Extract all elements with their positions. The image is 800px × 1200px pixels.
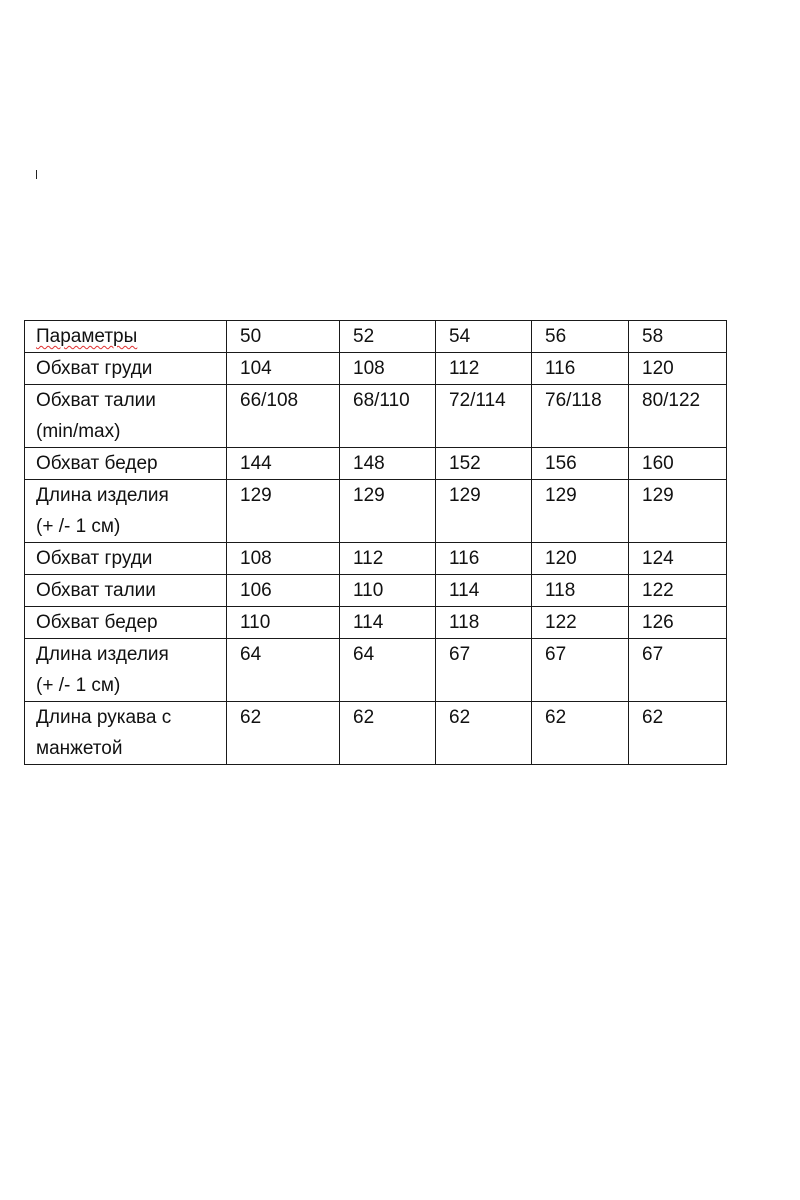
table-cell: 156 xyxy=(532,448,629,480)
header-label: Параметры xyxy=(36,326,138,347)
header-row xyxy=(25,321,727,353)
table-cell: 144 xyxy=(227,448,340,480)
header-cell-size: 50 xyxy=(227,321,340,353)
row-label: Обхват груди xyxy=(25,353,227,385)
table-cell: 160 xyxy=(629,448,727,480)
table-cell: 129 xyxy=(532,480,629,543)
table-cell: 118 xyxy=(532,575,629,607)
table-cell: 114 xyxy=(436,575,532,607)
table-cell: 62 xyxy=(532,702,629,765)
table-cell: 76/118 xyxy=(532,385,629,448)
table-row xyxy=(25,575,727,607)
header-cell-size: 56 xyxy=(532,321,629,353)
table-cell: 66/108 xyxy=(227,385,340,448)
table-row xyxy=(25,702,727,765)
table-cell: 152 xyxy=(436,448,532,480)
row-label: Длина изделия (+ /- 1 см) xyxy=(25,480,227,543)
table-row xyxy=(25,353,727,385)
text-cursor xyxy=(36,170,37,179)
size-table xyxy=(24,320,727,765)
table-cell: 62 xyxy=(340,702,436,765)
row-label: Обхват бедер xyxy=(25,448,227,480)
table-cell: 67 xyxy=(436,639,532,702)
table-cell: 68/110 xyxy=(340,385,436,448)
table-cell: 80/122 xyxy=(629,385,727,448)
table-cell: 64 xyxy=(340,639,436,702)
table-cell: 67 xyxy=(629,639,727,702)
table-row xyxy=(25,480,727,543)
row-label: Длина изделия (+ /- 1 см) xyxy=(25,639,227,702)
table-cell: 129 xyxy=(629,480,727,543)
table-row xyxy=(25,385,727,448)
table-cell: 116 xyxy=(532,353,629,385)
table-cell: 62 xyxy=(227,702,340,765)
table-cell: 67 xyxy=(532,639,629,702)
header-cell-size: 58 xyxy=(629,321,727,353)
row-label: Обхват бедер xyxy=(25,607,227,639)
table-cell: 129 xyxy=(436,480,532,543)
row-label: Обхват талии xyxy=(25,575,227,607)
table-cell: 122 xyxy=(629,575,727,607)
table-cell: 120 xyxy=(629,353,727,385)
table-cell: 114 xyxy=(340,607,436,639)
table-cell: 72/114 xyxy=(436,385,532,448)
table-cell: 112 xyxy=(436,353,532,385)
table-cell: 104 xyxy=(227,353,340,385)
table-cell: 129 xyxy=(227,480,340,543)
table-cell: 62 xyxy=(629,702,727,765)
table-cell: 118 xyxy=(436,607,532,639)
header-cell-parameters xyxy=(25,321,227,353)
table-cell: 122 xyxy=(532,607,629,639)
table-cell: 112 xyxy=(340,543,436,575)
table-row xyxy=(25,448,727,480)
table-row xyxy=(25,607,727,639)
header-cell-size: 52 xyxy=(340,321,436,353)
row-label: Обхват груди xyxy=(25,543,227,575)
table-cell: 108 xyxy=(340,353,436,385)
table-cell: 116 xyxy=(436,543,532,575)
table-cell: 64 xyxy=(227,639,340,702)
table-row xyxy=(25,543,727,575)
table-cell: 129 xyxy=(340,480,436,543)
table-cell: 110 xyxy=(340,575,436,607)
table-cell: 62 xyxy=(436,702,532,765)
table-cell: 120 xyxy=(532,543,629,575)
table-cell: 148 xyxy=(340,448,436,480)
row-label: Обхват талии (min/max) xyxy=(25,385,227,448)
table-cell: 108 xyxy=(227,543,340,575)
table-row xyxy=(25,639,727,702)
header-cell-size: 54 xyxy=(436,321,532,353)
table-cell: 124 xyxy=(629,543,727,575)
table-cell: 110 xyxy=(227,607,340,639)
row-label: Длина рукава с манжетой xyxy=(25,702,227,765)
table-cell: 126 xyxy=(629,607,727,639)
table-cell: 106 xyxy=(227,575,340,607)
